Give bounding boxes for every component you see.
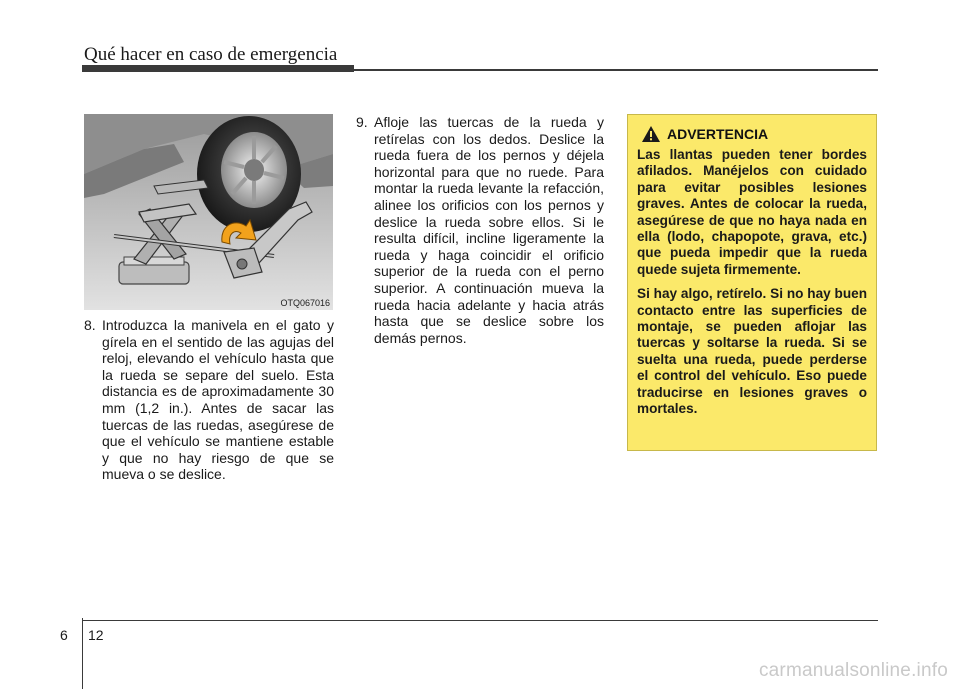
page-number: 12 bbox=[88, 627, 104, 643]
figure-code: OTQ067016 bbox=[280, 298, 330, 308]
page-header-title: Qué hacer en caso de emergencia bbox=[84, 44, 338, 65]
warning-box bbox=[627, 114, 877, 451]
warning-title: ADVERTENCIA bbox=[667, 126, 769, 142]
step-8 bbox=[84, 317, 334, 483]
warning-paragraph: Las llantas pueden tener bordes afilados. Manéjelos con cuidado para evitar posibles lesiones graves. Antes de colocar la rueda, asegúrese de que no haya nada en ella (lodo, chapopote, grava, etc.) que pueda impedir que la rueda quede sujeta firmemente. bbox=[637, 147, 867, 277]
warning-paragraph: Si hay algo, retírelo. Si no hay buen contacto entre las superficies de montaje, se pueden aflojar las tuercas y soltarse la rueda. Si se suelta una rueda, puede perderse el control del vehículo. Eso puede traducirse en lesiones graves o mortales. bbox=[637, 286, 867, 417]
jack-illustration bbox=[84, 114, 333, 310]
footer-horizontal-rule bbox=[82, 620, 878, 621]
step-number: 8. bbox=[84, 317, 96, 333]
warning-header bbox=[637, 125, 867, 143]
warning-triangle-icon bbox=[641, 125, 661, 143]
step-9 bbox=[356, 114, 604, 346]
header-rule-thin bbox=[354, 69, 878, 71]
footer-vertical-rule bbox=[82, 618, 83, 689]
page-section-number: 6 bbox=[60, 627, 68, 643]
jack-illustration-drawing bbox=[84, 114, 333, 310]
step-number: 9. bbox=[356, 114, 368, 130]
header-rule-thick bbox=[82, 65, 354, 72]
step-text: Afloje las tuercas de la rueda y retírelas con los dedos. Deslice la rueda fuera de los pernos y déjela horizontal para que no ruede. Para montar la rueda levante la refacción, alinee los orificios con los pernos y deslice la rueda sobre ellos. Si le resulta difícil, incline ligeramente la rueda y haga coincidir el orificio superior de la rueda con el perno superior. A continuación mueva la rueda hacia adelante y hacia atrás hasta que se deslice sobre los demás pernos. bbox=[374, 114, 604, 346]
watermark: carmanualsonline.info bbox=[758, 660, 948, 681]
step-text: Introduzca la manivela en el gato y gírela en el sentido de las agujas del reloj, elevando el vehículo hasta que la rueda se separe del suelo. Esta distancia es de aproximadamente 30 mm (1,2 in.). Antes de sacar las tuercas de las ruedas, asegúrese de que el vehículo se mantiene estable y que no hay riesgo de que se mueva o se deslice. bbox=[102, 317, 334, 483]
